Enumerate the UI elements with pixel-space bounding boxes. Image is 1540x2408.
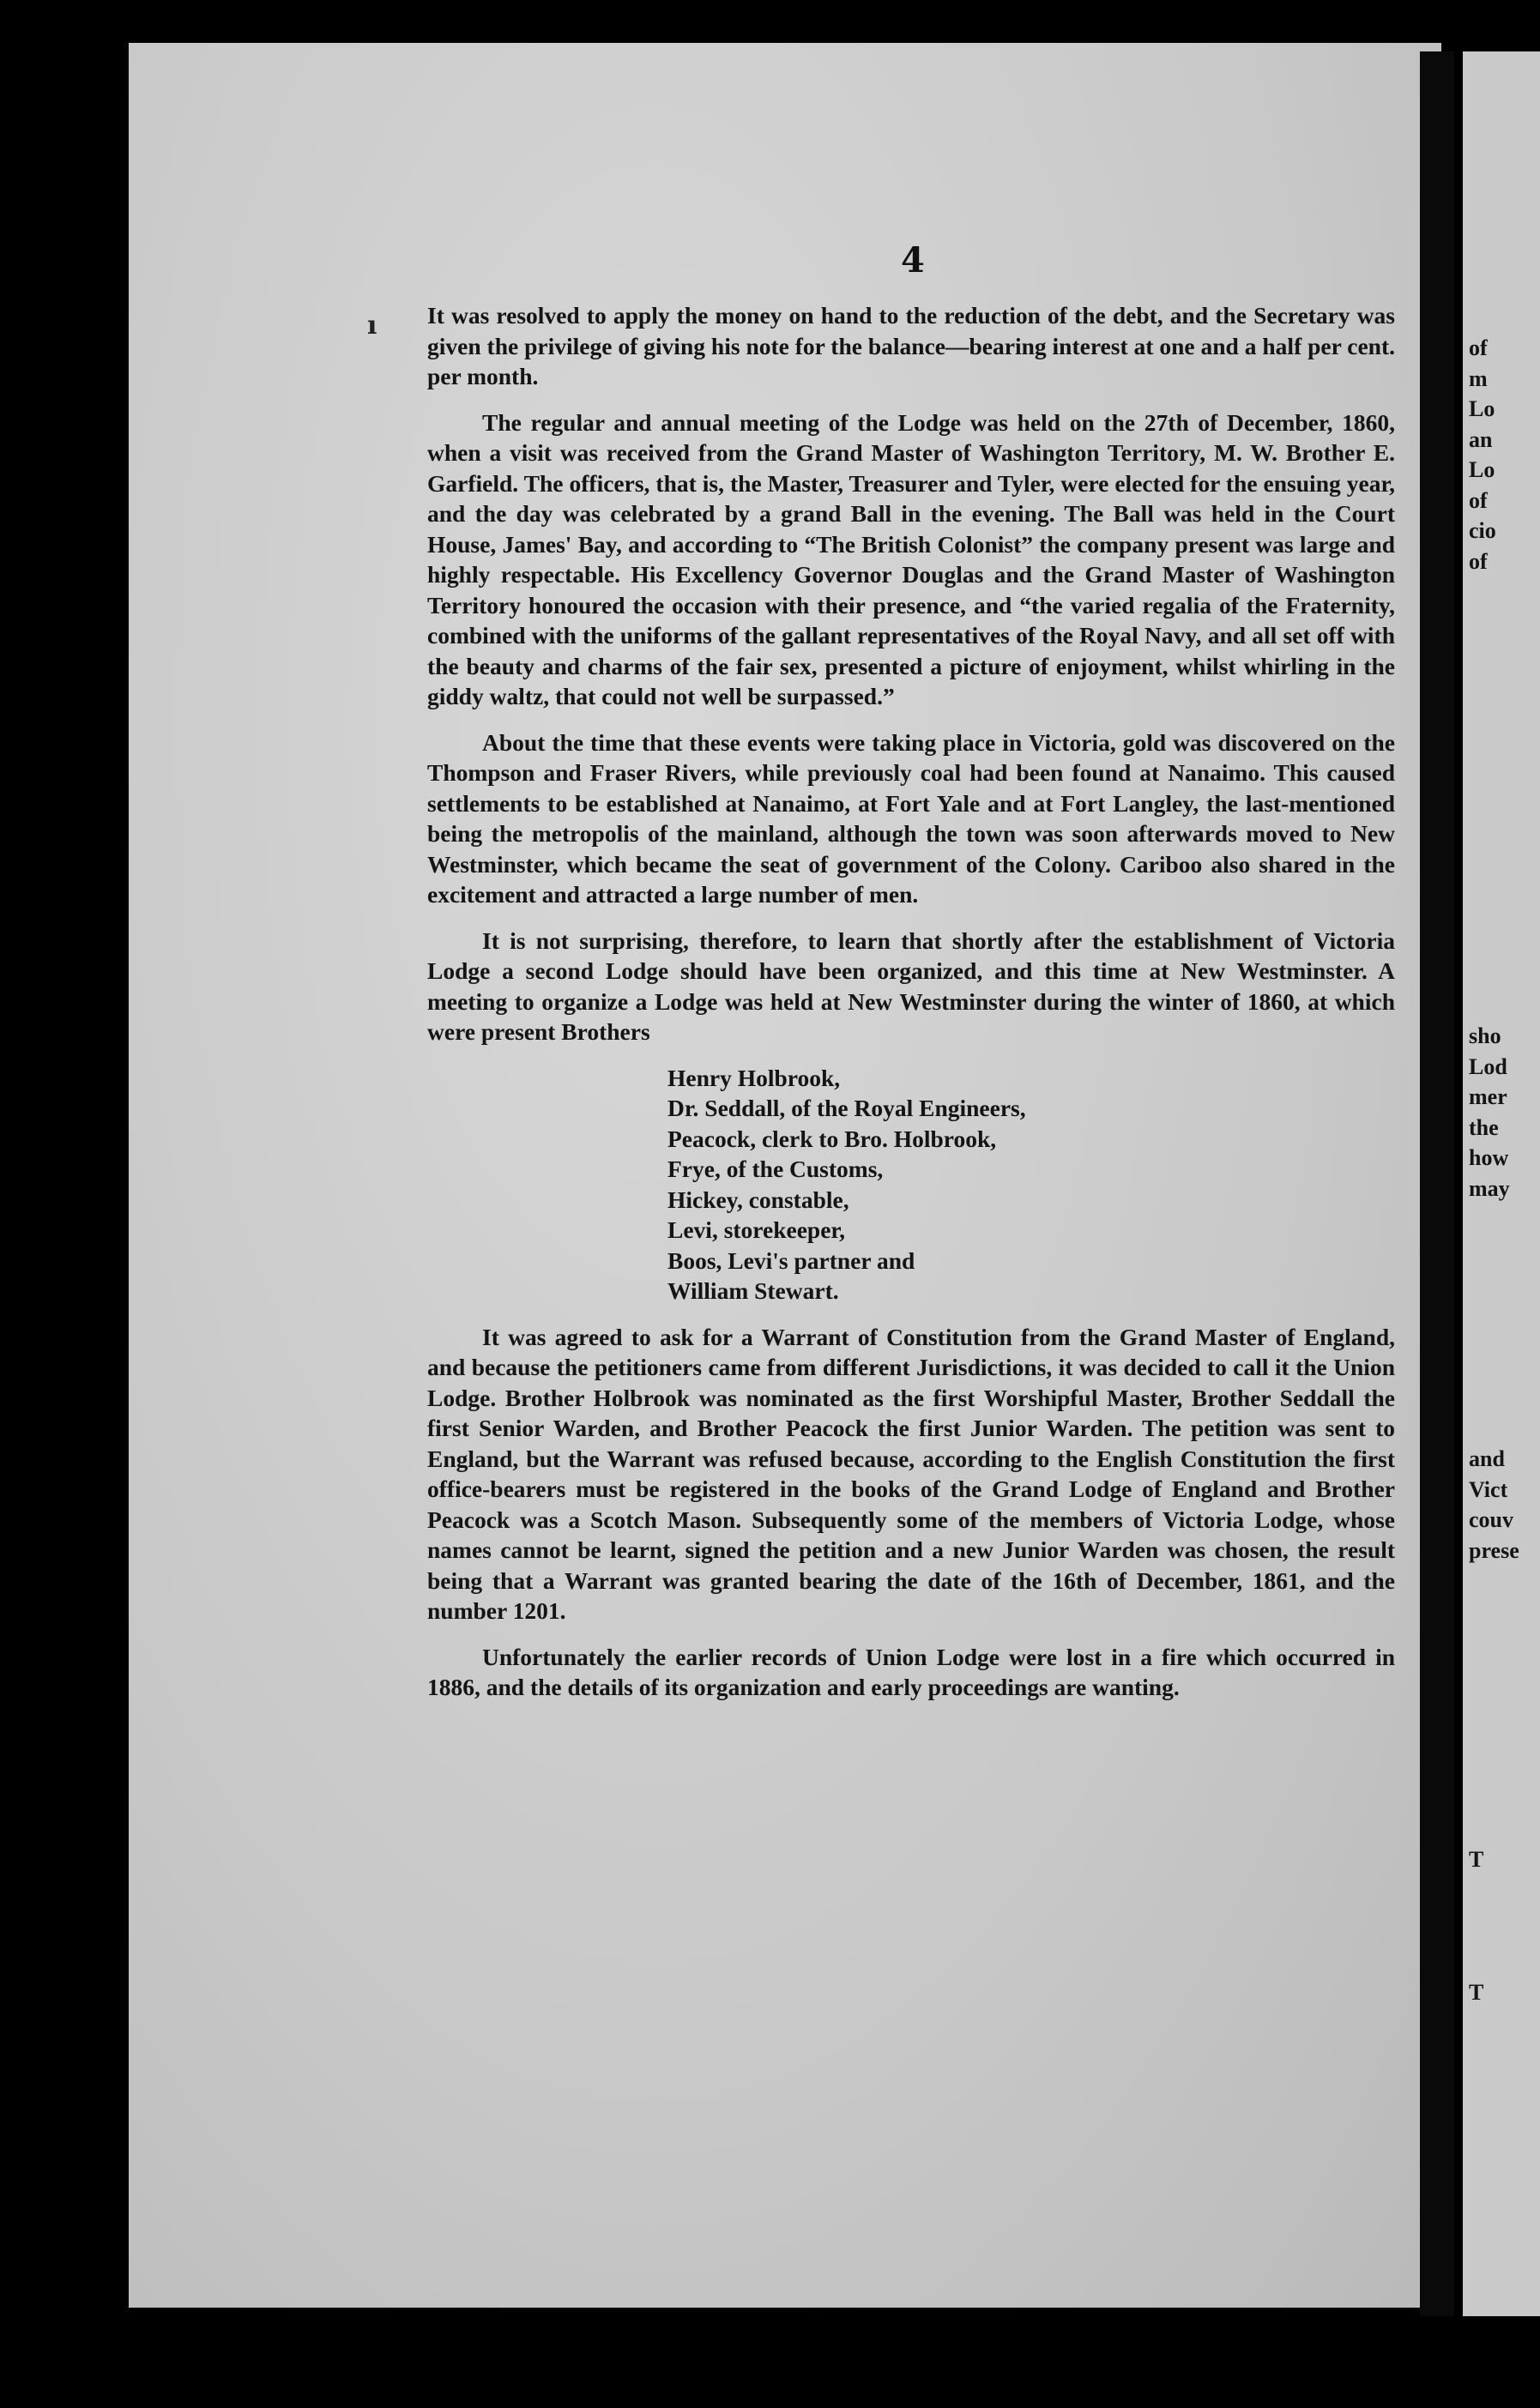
fragment-line: an bbox=[1469, 426, 1493, 452]
paragraph: The regular and annual meeting of the Lodge was held on the 27th of December, 1860, when a visit was received from the Grand Master of Washington Territory, M. W. Brother E. Garfield. The officers, that is, the Master, Treasurer and Tyler, were elected for the ensuing year, and the day was celebrated by a grand Ball in the evening. The Ball was held in the Court House, James' Bay, and according to “The British Colonist” the company present was large and highly respectable. His Excellency Governor Douglas and the Grand Master of Washington Territory honoured the occasion with their presence, and “the varied regalia of the Fraternity, combined with the uniforms of the gallant representatives of the Royal Navy, and all set off with the beauty and charms of the fair sex, presented a picture of enjoyment, whilst whirling in the giddy waltz, that could not well be surpassed.” bbox=[427, 408, 1395, 709]
paragraph: It is not surprising, therefore, to learn that shortly after the establishment of Victoria Lodge a second Lodge should have been organized, and this time at New Westminster. A meeting to organize a Lodge was held at New Westminster during the winter of 1860, at which were present Brothers bbox=[427, 926, 1395, 1045]
paragraph: It was agreed to ask for a Warrant of Constitution from the Grand Master of England, and because the petitioners came from different Jurisdictions, it was decided to call it the Union Lodge. Brother Holbrook was nominated as the first Worshipful Master, Brother Seddall the first Senior Warden, and Brother Peacock the first Junior Warden. The petition was sent to England, but the Warrant was refused because, according to the English Constitution the first office-bearers must be registered in the books of the Grand Lodge of England and Brother Peacock was a Scotch Mason. Subsequently some of the members of Victoria Lodge, whose names cannot be learnt, signed the petition and a new Junior Warden was chosen, the result being that a Warrant was granted bearing the date of the 16th of December, 1861, and the number 1201. bbox=[427, 1323, 1395, 1624]
list-item: Henry Holbrook, bbox=[667, 1064, 841, 1091]
right-page-fragment-1 bbox=[1469, 333, 1537, 576]
right-page-fragment-4 bbox=[1469, 1844, 1537, 1875]
fragment-line: of bbox=[1469, 548, 1488, 574]
list-item: Frye, of the Customs, bbox=[667, 1156, 884, 1182]
fragment-line: Lod bbox=[1469, 1053, 1507, 1079]
right-page-fragment-3 bbox=[1469, 1444, 1537, 1566]
fragment-line: may bbox=[1469, 1175, 1510, 1201]
fragment-line: of bbox=[1469, 487, 1488, 513]
fragment-line: T bbox=[1469, 1980, 1484, 2005]
page-number: 4 bbox=[901, 240, 925, 281]
fragment-line: cio bbox=[1469, 518, 1496, 543]
paragraph: Unfortunately the earlier records of Union Lodge were lost in a fire which occurred in 1886, and the details of its organization and early proceedings are wanting. bbox=[427, 1643, 1395, 1700]
fragment-line: prese bbox=[1469, 1537, 1519, 1563]
fragment-line: how bbox=[1469, 1145, 1509, 1170]
document-body bbox=[427, 300, 1395, 1718]
list-item: Peacock, clerk to Bro. Holbrook, bbox=[667, 1125, 997, 1152]
fragment-line: Lo bbox=[1469, 457, 1495, 482]
fragment-line: T bbox=[1469, 1847, 1484, 1872]
page-gutter bbox=[1420, 51, 1454, 2316]
fragment-line: Lo bbox=[1469, 396, 1495, 421]
margin-mark: ı bbox=[367, 311, 377, 341]
right-page-fragment-5 bbox=[1469, 1977, 1537, 2008]
fragment-line: and bbox=[1469, 1446, 1505, 1471]
list-item: Boos, Levi's partner and bbox=[667, 1246, 915, 1274]
list-item: Hickey, constable, bbox=[667, 1186, 849, 1213]
list-item: William Stewart. bbox=[667, 1277, 839, 1304]
fragment-line: m bbox=[1469, 365, 1488, 391]
paragraph: About the time that these events were taking place in Victoria, gold was discovered on the Thompson and Fraser Rivers, while previously coal had been found at Nanaimo. This caused settlements to be established at Nanaimo, at Fort Yale and at Fort Langley, the last-mentioned being the metropolis of the mainland, although the town was soon afterwards moved to New Westminster, which became the seat of government of the Colony. Cariboo also shared in the excitement and attracted a large number of men. bbox=[427, 728, 1395, 908]
list-item: Levi, storekeeper, bbox=[667, 1216, 845, 1243]
brothers-list bbox=[667, 1063, 1395, 1307]
fragment-line: mer bbox=[1469, 1084, 1507, 1109]
fragment-line: couv bbox=[1469, 1507, 1513, 1532]
fragment-line: Vict bbox=[1469, 1476, 1508, 1502]
fragment-line: of bbox=[1469, 335, 1488, 360]
fragment-line: sho bbox=[1469, 1023, 1501, 1048]
right-page-fragment-2 bbox=[1469, 1021, 1537, 1204]
list-item: Dr. Seddall, of the Royal Engineers, bbox=[667, 1095, 1026, 1121]
paragraph: It was resolved to apply the money on hand to the reduction of the debt, and the Secretary was given the privilege of giving his note for the balance—bearing interest at one and a half per cent. per month. bbox=[427, 302, 1395, 389]
fragment-line: the bbox=[1469, 1114, 1499, 1140]
